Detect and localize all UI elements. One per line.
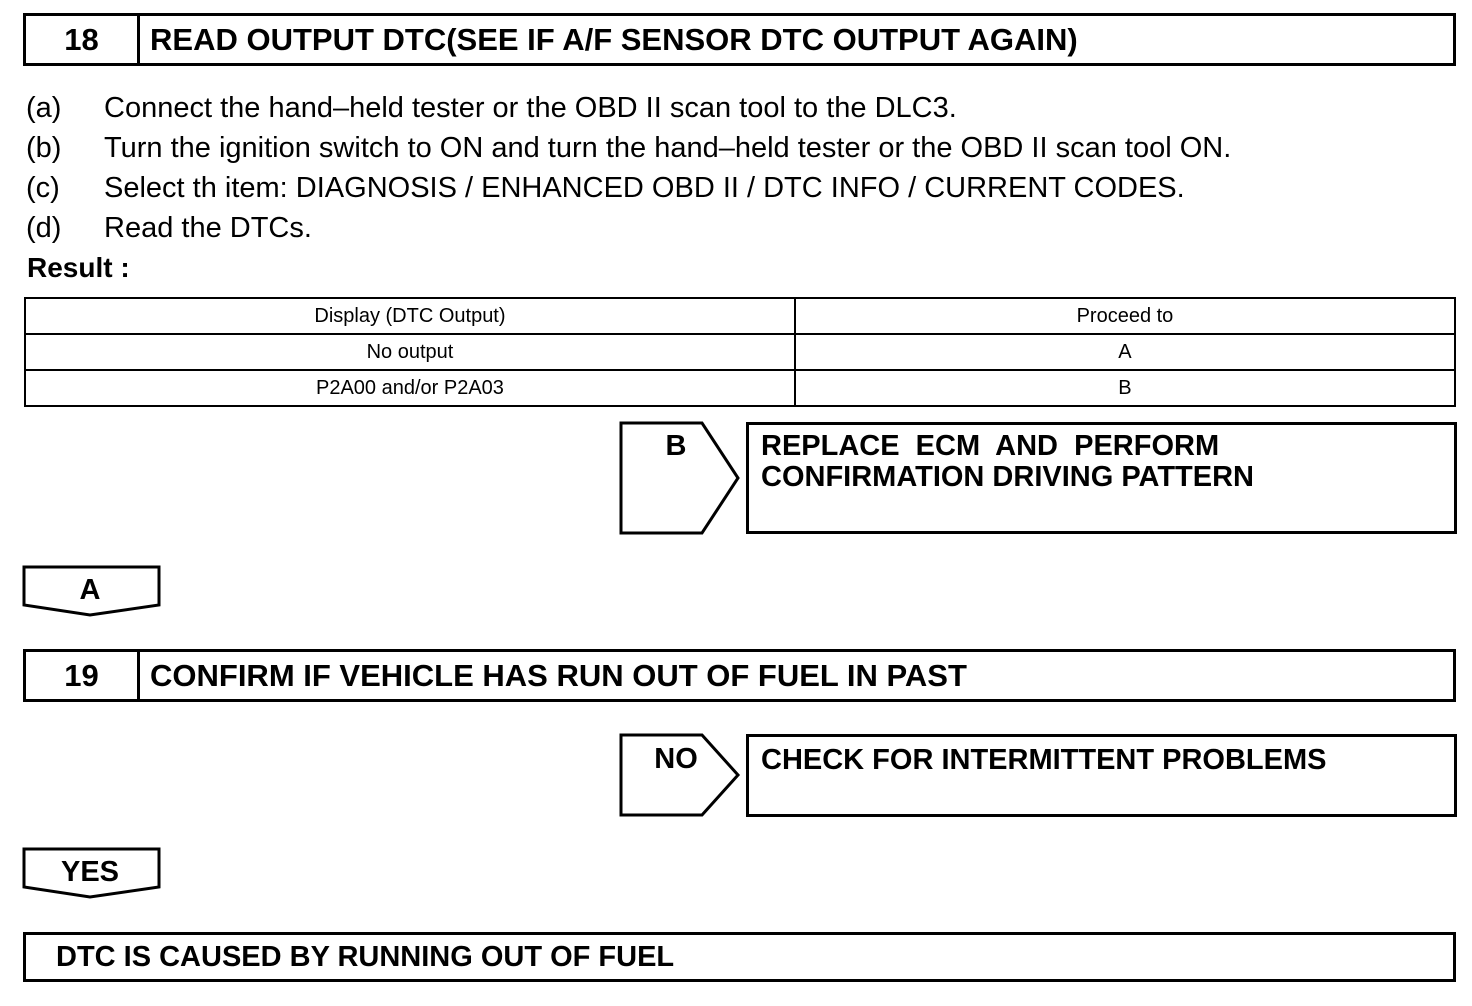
- instruction-text: Select th item: DIAGNOSIS / ENHANCED OBD II / DTC INFO / CURRENT CODES.: [104, 172, 1185, 204]
- table-row: [25, 334, 1455, 370]
- table-header: Proceed to: [795, 298, 1455, 334]
- instruction-c: [26, 172, 1426, 208]
- step-title: READ OUTPUT DTC(SEE IF A/F SENSOR DTC OUTPUT AGAIN): [150, 21, 1078, 57]
- conclusion-box: [23, 932, 1456, 982]
- table-header-row: [25, 298, 1455, 334]
- instruction-a: [26, 92, 1426, 128]
- step-number: 18: [26, 16, 140, 63]
- branch-no-label: NO: [654, 743, 698, 775]
- step-title: CONFIRM IF VEHICLE HAS RUN OUT OF FUEL IN PAST: [150, 657, 967, 693]
- table-cell: B: [795, 370, 1455, 406]
- result-table-wrap: [24, 297, 1456, 407]
- table-cell: P2A00 and/or P2A03: [25, 370, 795, 406]
- step-18-header: [23, 13, 1456, 66]
- instruction-d: [26, 212, 1426, 248]
- instruction-b: [26, 132, 1426, 168]
- branch-no-action: CHECK FOR INTERMITTENT PROBLEMS: [746, 734, 1457, 817]
- table-header: Display (DTC Output): [25, 298, 795, 334]
- branch-b-action: REPLACE ECM AND PERFORM CONFIRMATION DRIVING PATTERN: [746, 422, 1457, 534]
- instruction-label: (d): [26, 212, 62, 244]
- result-label: Result :: [27, 252, 130, 283]
- result-table: [24, 297, 1456, 407]
- step-number: 19: [26, 652, 140, 699]
- instruction-label: (b): [26, 132, 62, 164]
- table-cell: No output: [25, 334, 795, 370]
- branch-b-label: B: [665, 430, 687, 462]
- table-cell: A: [795, 334, 1455, 370]
- instruction-text: Read the DTCs.: [104, 212, 312, 244]
- instruction-label: (c): [26, 172, 60, 204]
- branch-a-label: A: [79, 574, 101, 606]
- conclusion-text: DTC IS CAUSED BY RUNNING OUT OF FUEL: [56, 940, 675, 973]
- step-19-header: [23, 649, 1456, 702]
- instruction-label: (a): [26, 92, 62, 124]
- instruction-text: Connect the hand–held tester or the OBD II scan tool to the DLC3.: [104, 92, 957, 124]
- table-row: [25, 370, 1455, 406]
- branch-yes-label: YES: [60, 856, 120, 888]
- instruction-text: Turn the ignition switch to ON and turn the hand–held tester or the OBD II scan tool ON.: [104, 132, 1232, 164]
